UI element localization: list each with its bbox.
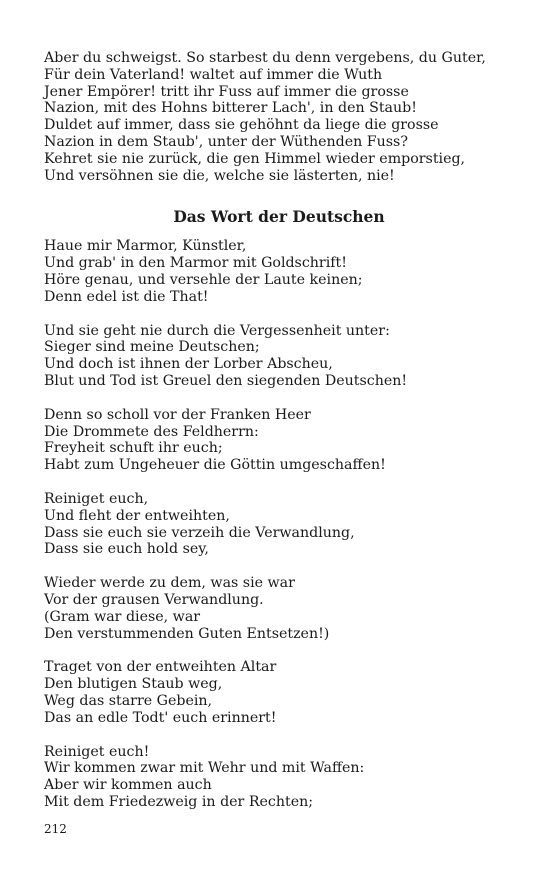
- verse-line: Denn edel ist die That!: [44, 288, 209, 305]
- verse-line: Duldet auf immer, dass sie gehöhnt da liege die grosse: [44, 117, 439, 134]
- verse-line: Den blutigen Staub weg,: [44, 676, 223, 693]
- verse-line: Blut und Tod ist Greuel den siegenden Deutschen!: [44, 372, 408, 389]
- verse-line: Das an edle Todt' euch erinnert!: [44, 709, 277, 726]
- verse-line: Dass sie euch sie verzeih die Verwandlung,: [44, 524, 355, 541]
- intro-stanza: [44, 50, 514, 184]
- verse-line: Haue mir Marmor, Künstler,: [44, 238, 247, 255]
- poem-title: Das Wort der Deutschen: [173, 207, 385, 227]
- verse-line: Und sie geht nie durch die Vergessenheit unter:: [44, 322, 390, 339]
- page-body: [44, 50, 514, 811]
- poem-body: [44, 238, 514, 810]
- verse-line: Sieger sind meine Deutschen;: [44, 339, 260, 356]
- verse-line: Den verstummenden Guten Entsetzen!): [44, 625, 330, 642]
- stanza-3: [44, 407, 514, 474]
- verse-line: Die Drommete des Feldherrn:: [44, 423, 259, 440]
- stanza-6: [44, 659, 514, 726]
- stanza-4: [44, 491, 514, 558]
- verse-line: Wieder werde zu dem, was sie war: [44, 575, 295, 592]
- verse-line: Weg das starre Gebein,: [44, 692, 213, 709]
- verse-line: Reiniget euch!: [44, 743, 150, 760]
- verse-line: Denn so scholl vor der Franken Heer: [44, 406, 311, 423]
- stanza-2: [44, 323, 514, 390]
- verse-line: Nazion, mit des Hohns bitterer Lach', in den Staub!: [44, 100, 417, 117]
- verse-line: Jener Empörer! tritt ihr Fuss auf immer die grosse: [44, 83, 409, 100]
- verse-line: Vor der grausen Verwandlung.: [44, 591, 264, 608]
- verse-line: Wir kommen zwar mit Wehr und mit Waffen:: [44, 760, 365, 777]
- verse-line: Und doch ist ihnen der Lorber Abscheu,: [44, 356, 333, 373]
- verse-line: Kehret sie nie zurück, die gen Himmel wieder emporstieg,: [44, 150, 466, 167]
- verse-line: Dass sie euch hold sey,: [44, 541, 209, 558]
- verse-line: Habt zum Ungeheuer die Göttin umgeschaffen!: [44, 457, 386, 474]
- stanza-5: [44, 575, 514, 642]
- verse-line: Höre genau, und versehle der Laute keinen;: [44, 271, 363, 288]
- stanza-7: [44, 744, 514, 811]
- stanza-1: [44, 238, 514, 305]
- page-number: 212: [44, 822, 67, 836]
- verse-line: Nazion in dem Staub', unter der Wüthenden Fuss?: [44, 133, 408, 150]
- verse-line: Traget von der entweihten Altar: [44, 659, 277, 676]
- verse-line: Aber wir kommen auch: [44, 777, 212, 794]
- verse-line: Und grab' in den Marmor mit Goldschrift!: [44, 255, 347, 272]
- verse-line: Freyheit schuft ihr euch;: [44, 440, 223, 457]
- verse-line: Und fleht der entweihten,: [44, 507, 230, 524]
- verse-line: (Gram war diese, war: [44, 608, 201, 625]
- verse-line: Aber du schweigst. So starbest du denn vergebens, du Guter,: [44, 50, 486, 66]
- verse-line: Mit dem Friedezweig in der Rechten;: [44, 793, 314, 810]
- verse-line: Und versöhnen sie die, welche sie lästerten, nie!: [44, 167, 395, 184]
- verse-line: Reiniget euch,: [44, 490, 149, 507]
- verse-line: Für dein Vaterland! waltet auf immer die Wuth: [44, 66, 383, 83]
